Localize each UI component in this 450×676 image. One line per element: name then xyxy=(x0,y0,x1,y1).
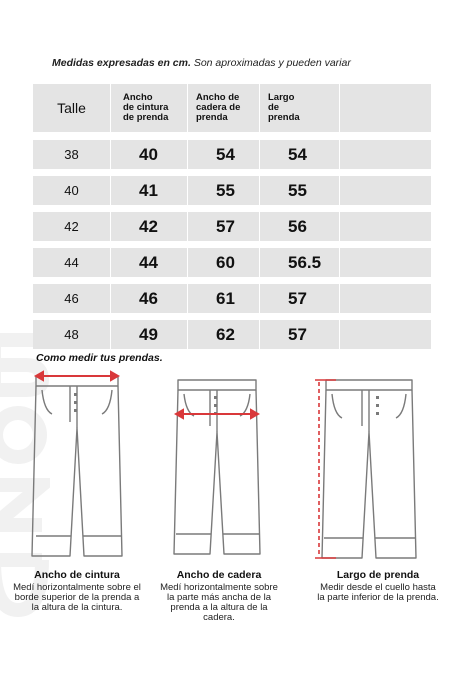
table-row xyxy=(33,248,431,277)
figure-title-length: Largo de prenda xyxy=(336,569,420,581)
size-cell: 48 xyxy=(64,327,79,342)
pants-hip-illustration xyxy=(172,378,264,558)
size-cell: 46 xyxy=(64,291,79,306)
hip-cell: 57 xyxy=(216,216,235,236)
waist-cell: 42 xyxy=(139,216,158,236)
hip-cell: 55 xyxy=(216,180,235,200)
table-row xyxy=(33,320,431,349)
figure-caption-length xyxy=(316,570,440,603)
figure-title-waist: Ancho de cintura xyxy=(34,569,120,581)
table-row xyxy=(33,140,431,169)
length-cell: 56.5 xyxy=(288,252,322,272)
pants-length-illustration xyxy=(312,374,422,562)
size-cell: 40 xyxy=(64,183,79,198)
hip-cell: 61 xyxy=(216,288,235,308)
size-cell: 42 xyxy=(64,219,79,234)
figure-desc-waist: Medí horizontalmente sobre el borde superior de la prenda a la altura de la cintura. xyxy=(13,582,141,613)
figure-caption-hip xyxy=(157,570,281,623)
waist-cell: 44 xyxy=(139,252,158,272)
header-waist: Ancho de cintura de prenda xyxy=(123,92,169,123)
length-cell: 55 xyxy=(288,180,307,200)
header-length: Largo de prenda xyxy=(268,92,300,123)
table-row xyxy=(33,284,431,313)
length-cell: 57 xyxy=(288,324,307,344)
measure-note-bold: Medidas expresadas en cm. xyxy=(52,57,191,69)
length-cell: 56 xyxy=(288,216,307,236)
header-cell xyxy=(33,84,111,132)
length-cell: 54 xyxy=(288,144,307,164)
header-talle: Talle xyxy=(57,100,86,116)
size-cell: 38 xyxy=(64,147,79,162)
hip-cell: 62 xyxy=(216,324,235,344)
waist-cell: 46 xyxy=(139,288,158,308)
hip-cell: 60 xyxy=(216,252,235,272)
figure-desc-hip: Medí horizontalmente sobre la parte más ancha de la prenda a la altura de la cadera. xyxy=(160,582,278,623)
header-cell-empty xyxy=(340,84,431,132)
header-cell xyxy=(111,84,188,132)
header-hip: Ancho de cadera de prenda xyxy=(196,92,241,123)
waist-cell: 49 xyxy=(139,324,158,344)
header-cell xyxy=(260,84,340,132)
header-cell xyxy=(188,84,260,132)
pants-waist-illustration xyxy=(30,368,126,560)
hip-cell: 54 xyxy=(216,144,235,164)
table-row xyxy=(33,176,431,205)
figure-desc-length: Medir desde el cuello hasta la parte inferior de la prenda. xyxy=(317,582,439,603)
waist-cell: 41 xyxy=(139,180,158,200)
measure-note-rest: Son aproximadas y pueden variar xyxy=(190,57,351,69)
figure-title-hip: Ancho de cadera xyxy=(176,569,262,581)
size-table-header xyxy=(33,84,431,132)
size-table xyxy=(33,84,431,356)
howto-title: Como medir tus prendas. xyxy=(36,352,163,364)
waist-cell: 40 xyxy=(139,144,158,164)
length-cell: 57 xyxy=(288,288,307,308)
size-cell: 44 xyxy=(64,255,79,270)
figure-caption-waist xyxy=(12,570,142,613)
table-row xyxy=(33,212,431,241)
measure-note xyxy=(52,57,351,69)
